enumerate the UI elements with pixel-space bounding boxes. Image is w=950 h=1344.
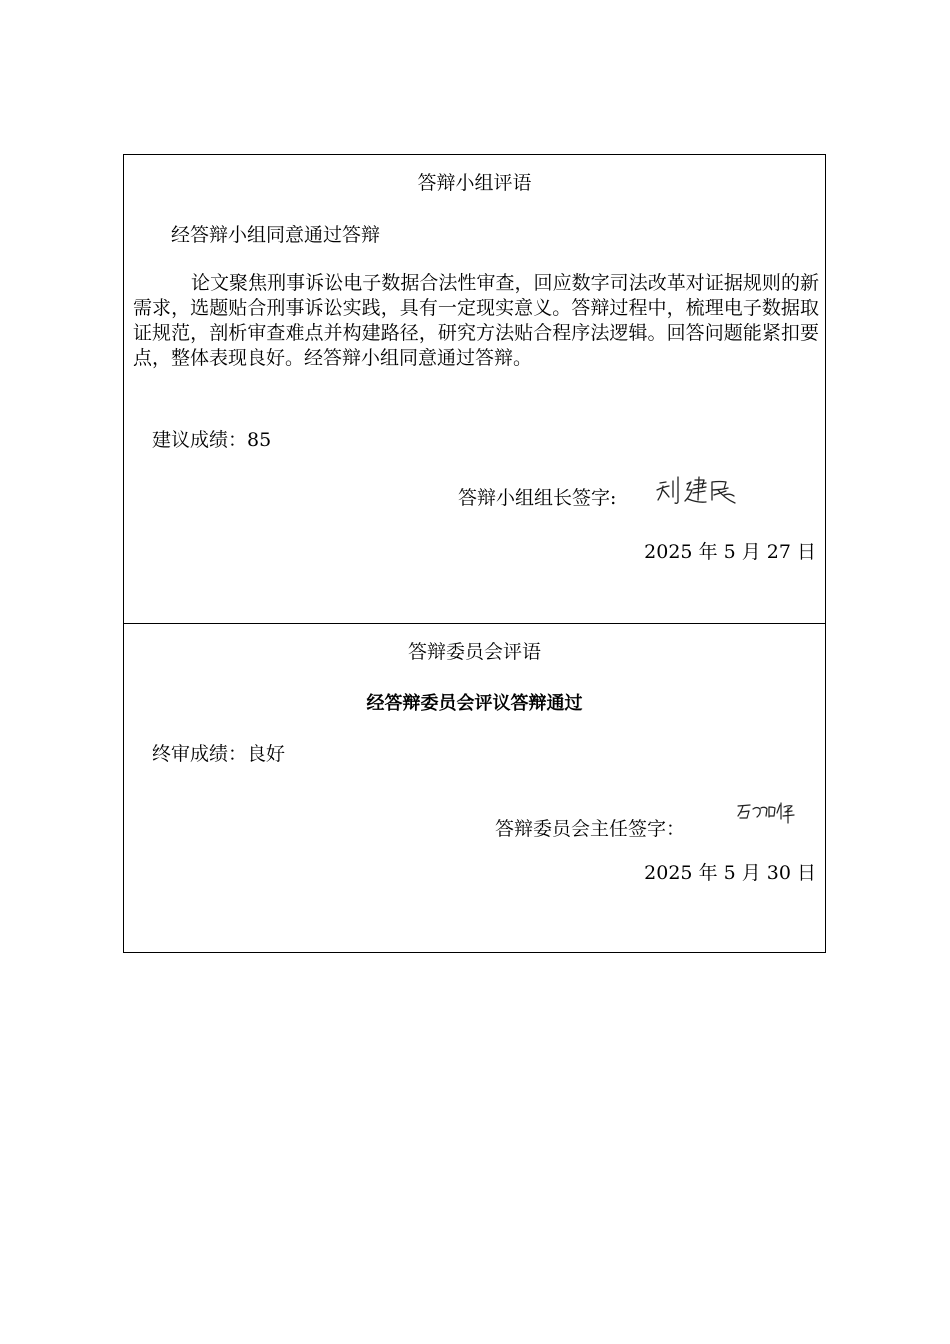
suggested-grade: 建议成绩：85 (152, 429, 272, 451)
group-date: 2025 年 5 月 27 日 (644, 541, 816, 563)
leader-signature-label: 答辩小组组长签字: (458, 487, 617, 509)
chair-signature-label: 答辩委员会主任签字： (495, 818, 686, 840)
defense-group-section (124, 155, 825, 624)
committee-section-title: 答辩委员会评语 (407, 641, 541, 663)
committee-date: 2025 年 5 月 30 日 (644, 862, 816, 884)
chair-signature (734, 799, 800, 827)
leader-signature (654, 473, 746, 511)
group-comment: 论文聚焦刑事诉讼电子数据合法性审查，回应数字司法改革对证据规则的新需求，选题贴合刑事诉讼实践，具有一定现实意义。答辩过程中，梳理电子数据取证规范，剖析审查难点并构建路径，研究方法贴合程序法逻辑。回答问题能紧扣要点，整体表现良好。经答辩小组同意通过答辩。 (133, 272, 819, 369)
committee-conclusion: 经答辩委员会评议答辩通过 (366, 693, 583, 714)
group-section-title: 答辩小组评语 (417, 172, 532, 194)
defense-evaluation-form (123, 154, 826, 953)
final-grade: 终审成绩：良好 (152, 743, 286, 765)
group-conclusion: 经答辩小组同意通过答辩 (171, 224, 381, 246)
defense-committee-section (124, 624, 825, 952)
